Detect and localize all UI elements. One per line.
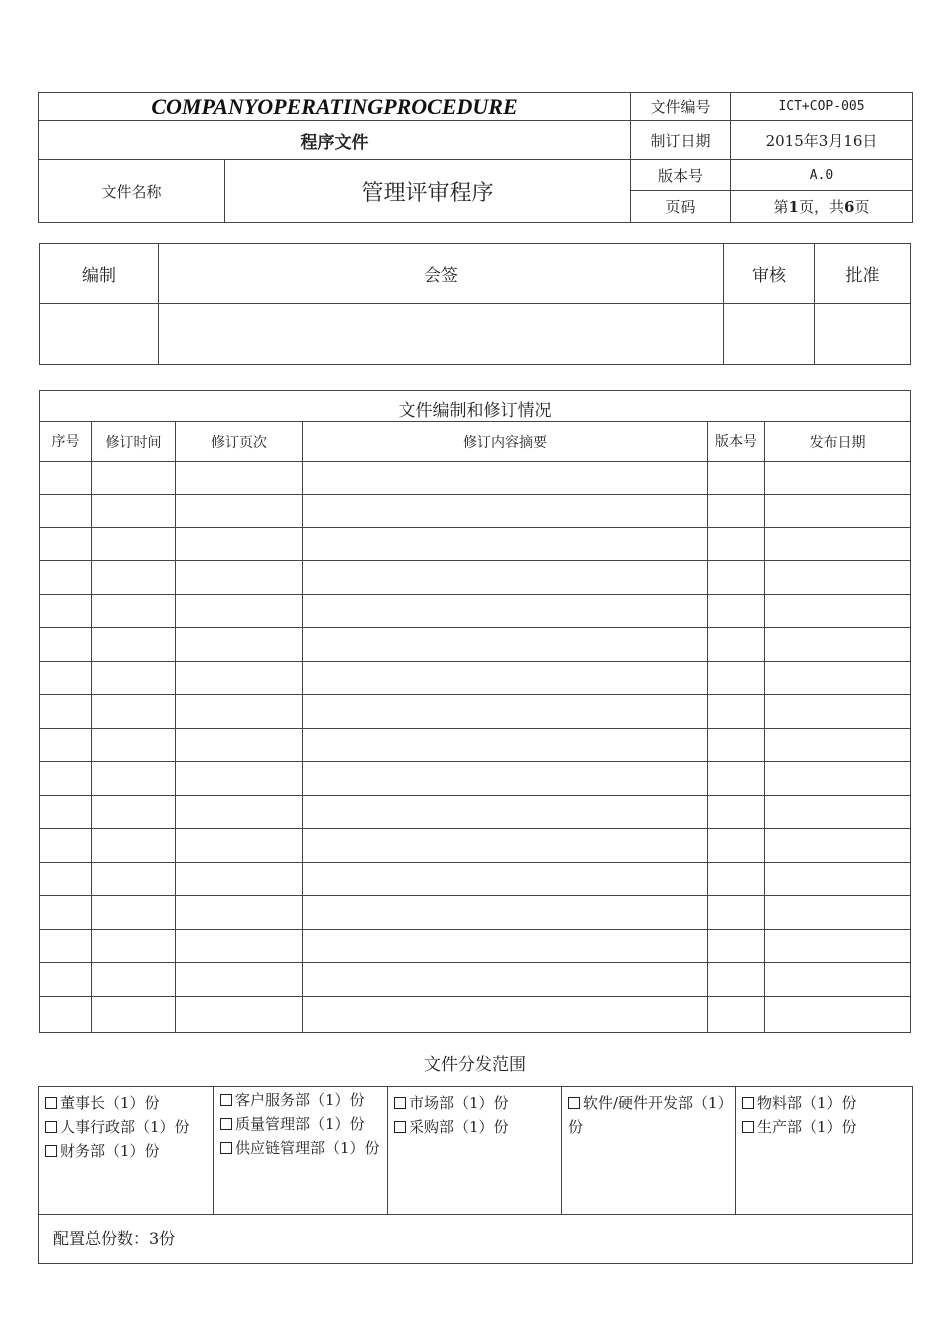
- title-english: COMPANYOPERATINGPROCEDURE: [39, 93, 631, 121]
- table-cell[interactable]: [176, 561, 303, 595]
- table-cell[interactable]: [303, 930, 708, 963]
- table-cell[interactable]: [40, 762, 92, 796]
- dist-item[interactable]: 软件/硬件开发部（1）份: [568, 1094, 726, 1136]
- table-cell[interactable]: [40, 495, 92, 528]
- table-cell[interactable]: [176, 930, 303, 963]
- table-cell[interactable]: [40, 628, 92, 662]
- date-value: 2015年3月16日: [731, 121, 913, 160]
- table-row: [40, 695, 911, 729]
- checkbox-icon[interactable]: [220, 1142, 232, 1154]
- table-cell[interactable]: [176, 863, 303, 896]
- dist-item[interactable]: 质量管理部（1）份: [220, 1112, 381, 1136]
- table-row: [40, 561, 911, 595]
- table-cell[interactable]: [708, 796, 765, 829]
- table-cell[interactable]: [92, 930, 176, 963]
- table-cell[interactable]: [40, 695, 92, 729]
- table-cell[interactable]: [303, 695, 708, 729]
- table-cell[interactable]: [40, 462, 92, 495]
- table-cell[interactable]: [40, 930, 92, 963]
- table-cell[interactable]: [92, 863, 176, 896]
- table-cell[interactable]: [708, 896, 765, 930]
- version-label: 版本号: [631, 160, 731, 191]
- table-cell[interactable]: [176, 829, 303, 863]
- table-cell[interactable]: [708, 495, 765, 528]
- distribution-title: 文件分发范围: [424, 1055, 526, 1075]
- table-cell[interactable]: [708, 662, 765, 695]
- table-cell[interactable]: [176, 695, 303, 729]
- table-cell[interactable]: [765, 829, 911, 863]
- table-cell[interactable]: [765, 762, 911, 796]
- dist-col-5: [736, 1087, 913, 1215]
- table-cell[interactable]: [708, 930, 765, 963]
- table-cell[interactable]: [92, 963, 176, 997]
- dist-item[interactable]: 采购部（1）份: [394, 1115, 555, 1139]
- table-cell[interactable]: [708, 997, 765, 1033]
- table-cell[interactable]: [765, 896, 911, 930]
- table-cell[interactable]: [40, 896, 92, 930]
- table-row: [40, 863, 911, 896]
- table-cell[interactable]: [40, 662, 92, 695]
- doc-name-label: 文件名称: [39, 160, 225, 223]
- distribution-table: [38, 1086, 913, 1264]
- table-cell[interactable]: [708, 863, 765, 896]
- col-header-no: 序号: [40, 422, 92, 462]
- dist-col-3: [388, 1087, 562, 1215]
- checkbox-icon[interactable]: [394, 1097, 406, 1109]
- table-row: [40, 896, 911, 930]
- title-chinese: 程序文件: [39, 121, 631, 160]
- table-cell[interactable]: [176, 796, 303, 829]
- distribution-row: [39, 1087, 913, 1215]
- table-cell[interactable]: [765, 863, 911, 896]
- table-cell[interactable]: [40, 561, 92, 595]
- dist-item[interactable]: 董事长（1）份: [45, 1091, 207, 1115]
- table-cell[interactable]: [303, 896, 708, 930]
- table-cell[interactable]: [92, 796, 176, 829]
- dist-item[interactable]: 供应链管理部（1）份: [220, 1136, 381, 1160]
- date-label: 制订日期: [631, 121, 731, 160]
- dist-item[interactable]: 生产部（1）份: [742, 1115, 906, 1139]
- table-cell[interactable]: [765, 462, 911, 495]
- table-cell[interactable]: [708, 963, 765, 997]
- countersign-header: 会签: [159, 244, 724, 304]
- table-cell[interactable]: [40, 595, 92, 628]
- table-cell[interactable]: [303, 495, 708, 528]
- checkbox-icon[interactable]: [394, 1121, 406, 1133]
- table-cell[interactable]: [765, 695, 911, 729]
- checkbox-icon[interactable]: [568, 1097, 580, 1109]
- doc-no-value: ICT+COP-005: [731, 93, 913, 121]
- table-cell[interactable]: [176, 628, 303, 662]
- approval-table: [39, 243, 911, 365]
- dist-item[interactable]: 客户服务部（1）份: [220, 1088, 381, 1112]
- table-row: [40, 729, 911, 762]
- table-cell[interactable]: [303, 729, 708, 762]
- table-cell[interactable]: [176, 495, 303, 528]
- revision-header-row: [40, 422, 911, 462]
- prepared-cell: [40, 304, 159, 365]
- table-cell[interactable]: [176, 662, 303, 695]
- table-cell[interactable]: [765, 528, 911, 561]
- table-cell[interactable]: [40, 829, 92, 863]
- col-header-version: 版本号: [708, 422, 765, 462]
- table-cell[interactable]: [92, 695, 176, 729]
- revision-caption: 文件编制和修订情况: [40, 391, 911, 422]
- page-label: 页码: [631, 191, 731, 223]
- table-row: [40, 930, 911, 963]
- col-header-rev-time: 修订时间: [92, 422, 176, 462]
- table-cell[interactable]: [40, 863, 92, 896]
- table-cell[interactable]: [303, 628, 708, 662]
- table-cell[interactable]: [303, 662, 708, 695]
- dist-col-2: [214, 1087, 388, 1215]
- table-cell[interactable]: [40, 528, 92, 561]
- table-row: [40, 462, 911, 495]
- table-cell[interactable]: [92, 829, 176, 863]
- checkbox-icon[interactable]: [45, 1121, 57, 1133]
- table-row: [40, 495, 911, 528]
- checkbox-icon[interactable]: [45, 1145, 57, 1157]
- table-cell[interactable]: [92, 595, 176, 628]
- table-cell[interactable]: [40, 796, 92, 829]
- col-header-release-date: 发布日期: [765, 422, 911, 462]
- table-cell[interactable]: [303, 462, 708, 495]
- table-cell[interactable]: [765, 796, 911, 829]
- table-row: [40, 662, 911, 695]
- table-cell[interactable]: [708, 595, 765, 628]
- dist-item[interactable]: 物料部（1）份: [742, 1091, 906, 1115]
- table-cell[interactable]: [92, 762, 176, 796]
- col-header-rev-pages: 修订页次: [176, 422, 303, 462]
- approve-header: 批准: [815, 244, 911, 304]
- countersign-cell: [159, 304, 724, 365]
- table-cell[interactable]: [176, 729, 303, 762]
- table-cell[interactable]: [765, 561, 911, 595]
- table-cell[interactable]: [708, 528, 765, 561]
- table-cell[interactable]: [708, 829, 765, 863]
- col-header-summary: 修订内容摘要: [303, 422, 708, 462]
- dist-item[interactable]: 财务部（1）份: [45, 1139, 207, 1163]
- dist-item[interactable]: 人事行政部（1）份: [45, 1115, 207, 1139]
- table-row: [40, 595, 911, 628]
- table-cell[interactable]: [303, 963, 708, 997]
- table-cell[interactable]: [765, 930, 911, 963]
- table-cell[interactable]: [176, 528, 303, 561]
- table-cell[interactable]: [176, 762, 303, 796]
- table-cell[interactable]: [765, 595, 911, 628]
- checkbox-icon[interactable]: [220, 1094, 232, 1106]
- table-cell[interactable]: [708, 729, 765, 762]
- table-cell[interactable]: [303, 829, 708, 863]
- checkbox-icon[interactable]: [45, 1097, 57, 1109]
- table-cell[interactable]: [708, 462, 765, 495]
- table-cell[interactable]: [92, 495, 176, 528]
- dist-col-4: [562, 1087, 736, 1215]
- table-cell[interactable]: [176, 963, 303, 997]
- table-cell[interactable]: [303, 595, 708, 628]
- table-row: [40, 796, 911, 829]
- doc-name-value: 管理评审程序: [225, 160, 631, 223]
- table-cell[interactable]: [40, 997, 92, 1033]
- table-row: [40, 997, 911, 1033]
- page-value: 第1页，共6页: [731, 191, 913, 223]
- table-cell[interactable]: [708, 762, 765, 796]
- dist-item[interactable]: 市场部（1）份: [394, 1091, 555, 1115]
- table-cell[interactable]: [92, 896, 176, 930]
- table-cell[interactable]: [92, 628, 176, 662]
- review-cell: [724, 304, 815, 365]
- table-cell[interactable]: [765, 963, 911, 997]
- checkbox-icon[interactable]: [220, 1118, 232, 1130]
- table-cell[interactable]: [176, 595, 303, 628]
- table-cell[interactable]: [176, 896, 303, 930]
- table-cell[interactable]: [708, 561, 765, 595]
- table-cell[interactable]: [765, 495, 911, 528]
- distribution-total: 配置总份数：3份: [39, 1215, 913, 1264]
- table-cell[interactable]: [40, 729, 92, 762]
- table-cell[interactable]: [765, 729, 911, 762]
- table-cell[interactable]: [176, 462, 303, 495]
- table-cell[interactable]: [765, 662, 911, 695]
- table-row: [40, 829, 911, 863]
- table-cell[interactable]: [303, 863, 708, 896]
- dist-col-1: [39, 1087, 214, 1215]
- table-row: [40, 963, 911, 997]
- approve-cell: [815, 304, 911, 365]
- table-cell[interactable]: [303, 528, 708, 561]
- table-row: [40, 628, 911, 662]
- table-cell[interactable]: [92, 997, 176, 1033]
- version-value: A.0: [731, 160, 913, 191]
- table-cell[interactable]: [303, 561, 708, 595]
- table-cell[interactable]: [92, 462, 176, 495]
- table-cell[interactable]: [176, 997, 303, 1033]
- table-row: [40, 762, 911, 796]
- table-cell[interactable]: [92, 561, 176, 595]
- table-cell[interactable]: [303, 997, 708, 1033]
- checkbox-icon[interactable]: [742, 1097, 754, 1109]
- header-table: [38, 92, 913, 223]
- revision-table: [39, 390, 911, 1033]
- table-cell[interactable]: [765, 628, 911, 662]
- table-cell[interactable]: [92, 528, 176, 561]
- table-row: [40, 528, 911, 561]
- table-cell[interactable]: [708, 628, 765, 662]
- table-cell[interactable]: [765, 997, 911, 1033]
- table-cell[interactable]: [303, 762, 708, 796]
- table-cell[interactable]: [303, 796, 708, 829]
- doc-no-label: 文件编号: [631, 93, 731, 121]
- review-header: 审核: [724, 244, 815, 304]
- checkbox-icon[interactable]: [742, 1121, 754, 1133]
- table-cell[interactable]: [92, 662, 176, 695]
- table-cell[interactable]: [92, 729, 176, 762]
- prepared-header: 编制: [40, 244, 159, 304]
- table-cell[interactable]: [40, 963, 92, 997]
- table-cell[interactable]: [708, 695, 765, 729]
